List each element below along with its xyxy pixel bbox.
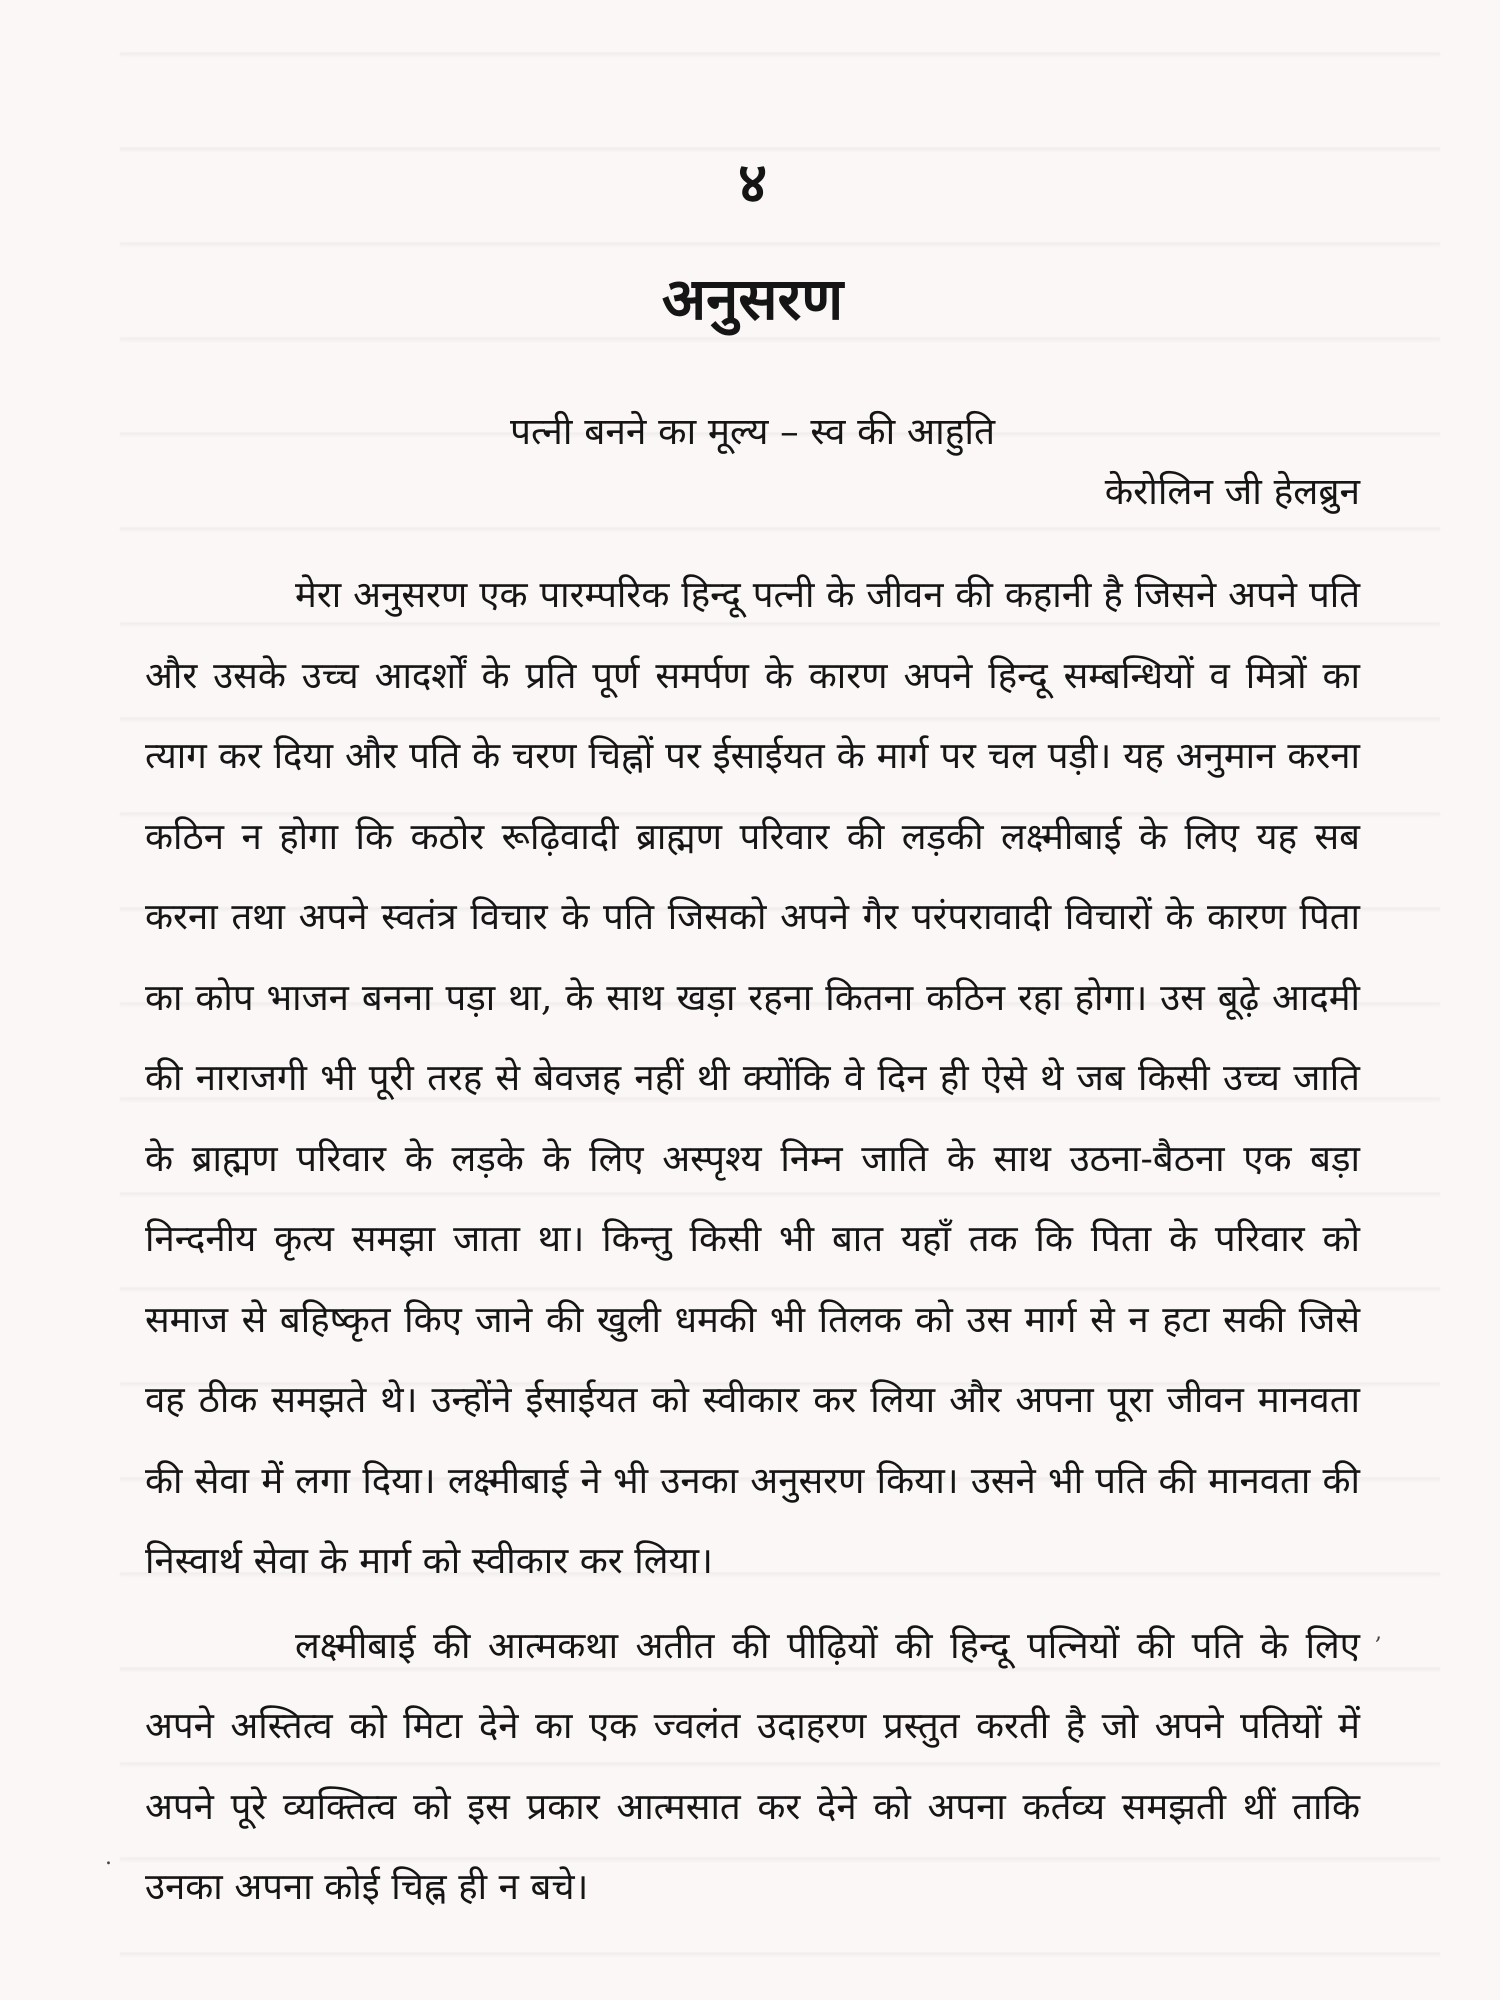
- chapter-number: ४: [737, 150, 768, 216]
- paragraph: लक्ष्मीबाई की आत्मकथा अतीत की पीढ़ियों की हिन्दू पत्नियों की पति के लिए अपने अस्तित्व को मिटा देने का एक ज्वलंत उदाहरण प्रस्तुत करती है जो अपने पतियों में अपने पूरे व्यक्तित्व को इस प्रकार आत्मसात कर देने को अपना कर्तव्य समझती थीं ताकि उनका अपना कोई चिह्न ही न बचे।: [145, 1623, 1360, 1908]
- paragraph: मेरा अनुसरण एक पारम्परिक हिन्दू पत्नी के जीवन की कहानी है जिसने अपने पति और उसके उच्च आदर्शों के प्रति पूर्ण समर्पण के कारण अपने हिन्दू सम्बन्धियों व मित्रों का त्याग कर दिया और पति के चरण चिह्नों पर ईसाईयत के मार्ग पर चल पड़ी। यह अनुमान करना कठिन न होगा कि कठोर रूढ़िवादी ब्राह्मण परिवार की लड़की लक्ष्मीबाई के लिए यह सब करना तथा अपने स्वतंत्र विचार के पति जिसको अपने गैर परंपरावादी विचारों के कारण पिता का कोप भाजन बनना पड़ा था, के साथ खड़ा रहना कितना कठिन रहा होगा। उस बूढ़े आदमी की नाराजगी भी पूरी तरह से बेवजह नहीं थी क्योंकि वे दिन ही ऐसे थे जब किसी उच्च जाति के ब्राह्मण परिवार के लड़के के लिए अस्पृश्य निम्न जाति के साथ उठना-बैठना एक बड़ा निन्दनीय कृत्य समझा जाता था। किन्तु किसी भी बात यहाँ तक कि पिता के परिवार को समाज से बहिष्कृत किए जाने की खुली धमकी भी तिलक को उस मार्ग से न हटा सकी जिसे वह ठीक समझते थे। उन्होंने ईसाईयत को स्वीकार कर लिया और अपना पूरा जीवन मानवता की सेवा में लगा दिया। लक्ष्मीबाई ने भी उनका अनुसरण किया। उसने भी पति की मानवता की निस्वार्थ सेवा के मार्ग को स्वीकार कर लिया।: [145, 573, 1360, 1582]
- stray-mark: .: [105, 1845, 112, 1870]
- epigraph-author: केरोलिन जी हेलब्रुन: [1104, 470, 1360, 513]
- book-page: [145, 150, 1360, 1908]
- stray-mark: ,: [1375, 1620, 1382, 1645]
- body-text: [145, 555, 1360, 1928]
- chapter-subtitle: पत्नी बनने का मूल्य – स्व की आहुति: [509, 410, 996, 453]
- chapter-title: अनुसरण: [661, 265, 844, 333]
